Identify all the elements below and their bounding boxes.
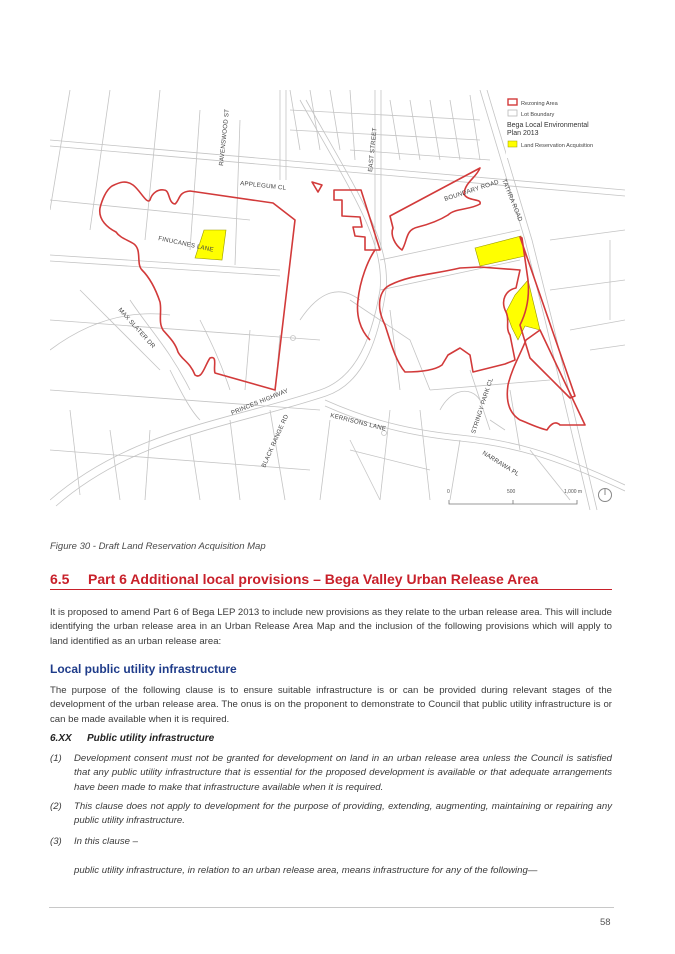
clause-item-number: (1) — [50, 753, 62, 764]
map-legend — [506, 96, 625, 158]
scale-tick-0: 0 — [447, 489, 450, 495]
rezoning-area-east — [380, 237, 575, 398]
scale-bar — [447, 489, 582, 504]
road-label-applegum-cl: APPLEGUM CL — [239, 180, 287, 192]
road-label-kerrisons-lane: KERRISONS LANE — [329, 412, 387, 433]
road-label-narrawa-pl: NARRAWA PL — [480, 449, 521, 479]
legend-lot-label: Lot Boundary — [521, 112, 555, 118]
north-arrow-icon — [599, 489, 612, 502]
intro-paragraph: It is proposed to amend Part 6 of Bega LEP 2013 to include new provisions as they relate to the urban release area. This will include identifying the urban release area in an Urban Release Area Map and the inclusion of the following provisions which will apply to land identified as an urban release area: — [50, 607, 612, 647]
clause-item-text: This clause does not apply to development for the purpose of providing, extending, augmenting, maintaining or repairing any public utility infrastructure. — [74, 801, 612, 827]
road-label-princes-highway: PRINCES HIGHWAY — [230, 387, 290, 417]
clause-item-3 — [50, 835, 612, 849]
subsection-heading: Local public utility infrastructure — [50, 662, 237, 676]
legend-acquisition-label: Land Reservation Acquisition — [521, 143, 594, 149]
road-label-ravenswood-st: RAVENSWOOD ST — [218, 108, 231, 167]
legend-acquisition-swatch — [508, 141, 517, 147]
clause-title: Public utility infrastructure — [87, 733, 215, 744]
map-svg — [50, 90, 625, 515]
road-label-boundary-road: BOUNDARY ROAD — [443, 178, 500, 203]
clause-item-text: In this clause – — [74, 836, 138, 847]
footer-divider — [49, 907, 614, 908]
clause-item-1 — [50, 752, 612, 795]
rezoning-area-west — [100, 182, 295, 390]
clause-number: 6.XX — [50, 733, 72, 744]
rezoning-edge — [358, 250, 376, 340]
page-number: 58 — [600, 917, 611, 928]
road-label-stringy-park-cl: STRINGY PARK CL — [470, 377, 495, 435]
legend-plan-title-2: Plan 2013 — [507, 130, 539, 137]
rezoning-area-small — [312, 182, 322, 192]
clause-heading — [50, 733, 214, 744]
legend-lot-swatch — [508, 110, 517, 116]
scale-tick-500: 500 — [507, 489, 516, 495]
road-label-tathra-road: TATHRA ROAD — [500, 178, 524, 223]
acquisition-parcels — [195, 230, 540, 340]
clause-item-number: (3) — [50, 836, 62, 847]
road-label-black-range-rd: BLACK RANGE RD — [260, 413, 291, 469]
road-labels — [117, 109, 524, 479]
subsection-paragraph: The purpose of the following clause is to ensure suitable infrastructure is or can be provided during relevant stages of the development of the urban release area. The onus is on the proponent to demonstrate to Council that public utility infrastructure is or can be made available when it is required. — [50, 685, 612, 725]
section-title: Part 6 Additional local provisions – Bega Valley Urban Release Area — [88, 571, 539, 587]
section-number: 6.5 — [50, 571, 70, 587]
legend-rezoning-swatch — [508, 99, 517, 105]
rezoning-area-boundary-road — [390, 168, 480, 250]
clause-item-2 — [50, 800, 612, 829]
clause-item-text: Development consent must not be granted for development on land in an urban release area unless the Council is satisfied that any public utility infrastructure that is essential for the proposed development is available or that adequate arrangements have been made to make that infrastructure available when it is required. — [74, 753, 612, 793]
section-heading — [50, 571, 612, 590]
land-reservation-map — [50, 90, 625, 515]
road-label-east-street: EAST STREET — [367, 127, 379, 173]
road-label-max-slater-dr: MAX SLATER DR — [116, 306, 157, 350]
definition-text: public utility infrastructure, in relation to an urban release area, means infrastructure for any of the following— — [74, 865, 538, 876]
figure-caption: Figure 30 - Draft Land Reservation Acquisition Map — [50, 541, 266, 552]
legend-plan-title-1: Bega Local Environmental — [507, 122, 589, 129]
scale-tick-1000: 1,000 m — [564, 489, 583, 495]
legend-rezoning-label: Rezoning Area — [521, 101, 558, 107]
clause-item-number: (2) — [50, 801, 62, 812]
road-label-finucanes-lane: FINUCANES LANE — [157, 235, 215, 254]
